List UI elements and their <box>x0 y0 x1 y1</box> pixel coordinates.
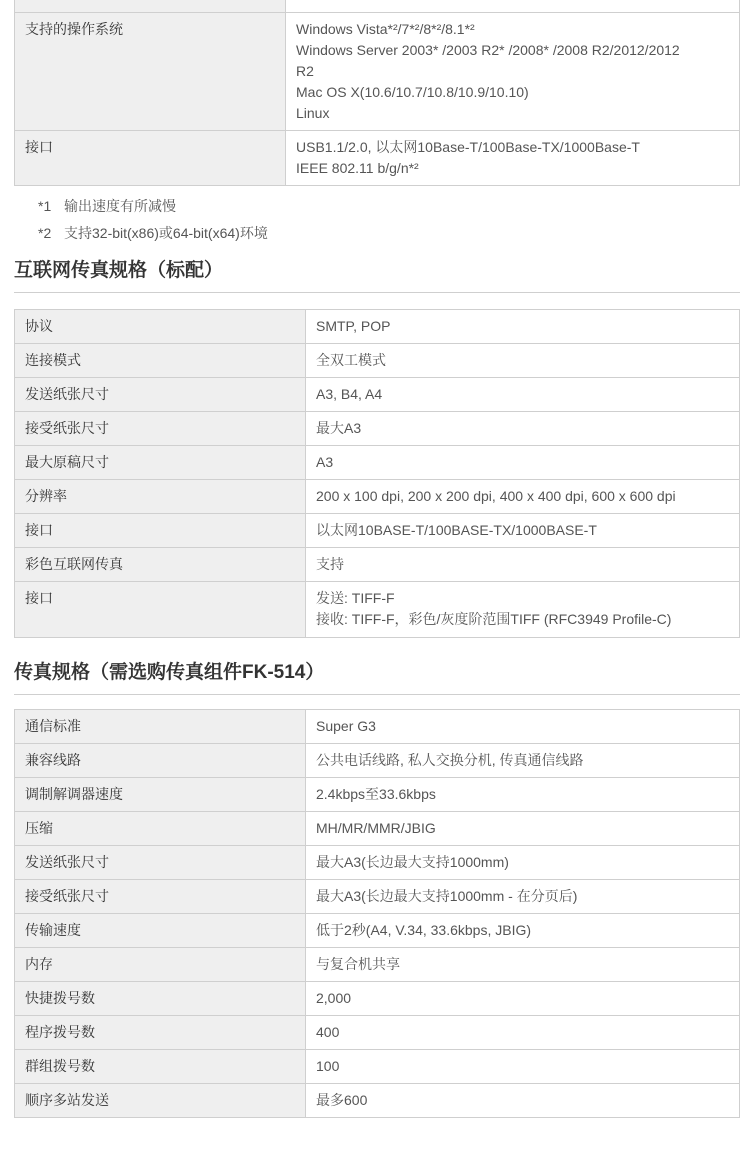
table-row <box>15 480 740 514</box>
table-row <box>15 548 740 582</box>
spec-label: 发送纸张尺寸 <box>15 378 306 412</box>
spec-label: 快捷拨号数 <box>15 982 306 1016</box>
table-row <box>15 446 740 480</box>
spec-label: 最大原稿尺寸 <box>15 446 306 480</box>
spec-value: 全双工模式 <box>306 344 740 378</box>
spec-label: 程序拨号数 <box>15 1016 306 1050</box>
table-row <box>15 744 740 778</box>
spec-value: Windows Vista*²/7*²/8*²/8.1*² Windows Server 2003* /2003 R2* /2008* /2008 R2/2012/2012 R2 Mac OS X(10.6/10.7/10.8/10.9/10.10) Linux <box>286 13 740 131</box>
spec-label: 群组拨号数 <box>15 1050 306 1084</box>
spec-label: 压缩 <box>15 812 306 846</box>
table-row <box>15 378 740 412</box>
spec-value: 最大A3(长边最大支持1000mm - 在分页后) <box>306 880 740 914</box>
spec-label: 通信标准 <box>15 710 306 744</box>
spec-value: 最大A3(长边最大支持1000mm) <box>306 846 740 880</box>
table-row <box>15 880 740 914</box>
spec-value: 低于2秒(A4, V.34, 33.6kbps, JBIG) <box>306 914 740 948</box>
section-title-internet-fax: 互联网传真规格（标配） <box>14 258 740 293</box>
spec-label: 接受纸张尺寸 <box>15 412 306 446</box>
spec-label: 分辨率 <box>15 480 306 514</box>
table-row <box>15 948 740 982</box>
table-row <box>15 778 740 812</box>
spec-value: 2.4kbps至33.6kbps <box>306 778 740 812</box>
spec-label: 接受纸张尺寸 <box>15 880 306 914</box>
spec-label: 内存 <box>15 948 306 982</box>
spec-value: 支持 <box>306 548 740 582</box>
spec-value: SMTP, POP <box>306 310 740 344</box>
spec-value: 最大A3 <box>306 412 740 446</box>
footnote-mark: *1 <box>38 198 52 214</box>
spec-value: 与复合机共享 <box>306 948 740 982</box>
table-row-cut <box>15 0 740 13</box>
table-row <box>15 982 740 1016</box>
spec-value: A3 <box>306 446 740 480</box>
table-row <box>15 1084 740 1118</box>
section-title-fax: 传真规格（需选购传真组件FK-514） <box>14 660 740 695</box>
internet-fax-table <box>14 309 740 638</box>
spec-label: 接口 <box>15 582 306 638</box>
table-row <box>15 1016 740 1050</box>
spec-value: 公共电话线路, 私人交换分机, 传真通信线路 <box>306 744 740 778</box>
table-row <box>15 131 740 186</box>
spec-value: 以太网10BASE-T/100BASE-TX/1000BASE-T <box>306 514 740 548</box>
spec-value: Super G3 <box>306 710 740 744</box>
spec-value: 2,000 <box>306 982 740 1016</box>
spec-value: 100 <box>306 1050 740 1084</box>
table-row <box>15 310 740 344</box>
spec-label: 彩色互联网传真 <box>15 548 306 582</box>
spec-label: 连接模式 <box>15 344 306 378</box>
spec-label: 调制解调器速度 <box>15 778 306 812</box>
spec-label: 支持的操作系统 <box>15 13 286 131</box>
spec-label: 接口 <box>15 131 286 186</box>
fax-table <box>14 709 740 1118</box>
spec-value: 200 x 100 dpi, 200 x 200 dpi, 400 x 400 dpi, 600 x 600 dpi <box>306 480 740 514</box>
table-row <box>15 582 740 638</box>
spec-value: 最多600 <box>306 1084 740 1118</box>
spec-label: 协议 <box>15 310 306 344</box>
spec-value: A3, B4, A4 <box>306 378 740 412</box>
table-row <box>15 846 740 880</box>
table-row <box>15 13 740 131</box>
footnote-text: 支持32-bit(x86)或64-bit(x64)环境 <box>64 225 268 241</box>
table-row <box>15 710 740 744</box>
spec-value: MH/MR/MMR/JBIG <box>306 812 740 846</box>
spec-label: 顺序多站发送 <box>15 1084 306 1118</box>
footnote <box>38 196 176 216</box>
spec-label: 传输速度 <box>15 914 306 948</box>
table-row <box>15 514 740 548</box>
footnote <box>38 223 268 243</box>
spec-value: 400 <box>306 1016 740 1050</box>
footnote-text: 输出速度有所减慢 <box>64 198 176 214</box>
table-row <box>15 914 740 948</box>
table-row <box>15 344 740 378</box>
table-row <box>15 1050 740 1084</box>
spec-value: USB1.1/2.0, 以太网10Base-T/100Base-TX/1000Base-T IEEE 802.11 b/g/n*² <box>286 131 740 186</box>
spec-label: 接口 <box>15 514 306 548</box>
table-row <box>15 812 740 846</box>
spec-value: 发送: TIFF-F 接收: TIFF-F，彩色/灰度阶范围TIFF (RFC3949 Profile-C) <box>306 582 740 638</box>
spec-label: 发送纸张尺寸 <box>15 846 306 880</box>
footnote-mark: *2 <box>38 225 52 241</box>
spec-label: 兼容线路 <box>15 744 306 778</box>
os-interface-table <box>14 0 740 186</box>
table-row <box>15 412 740 446</box>
